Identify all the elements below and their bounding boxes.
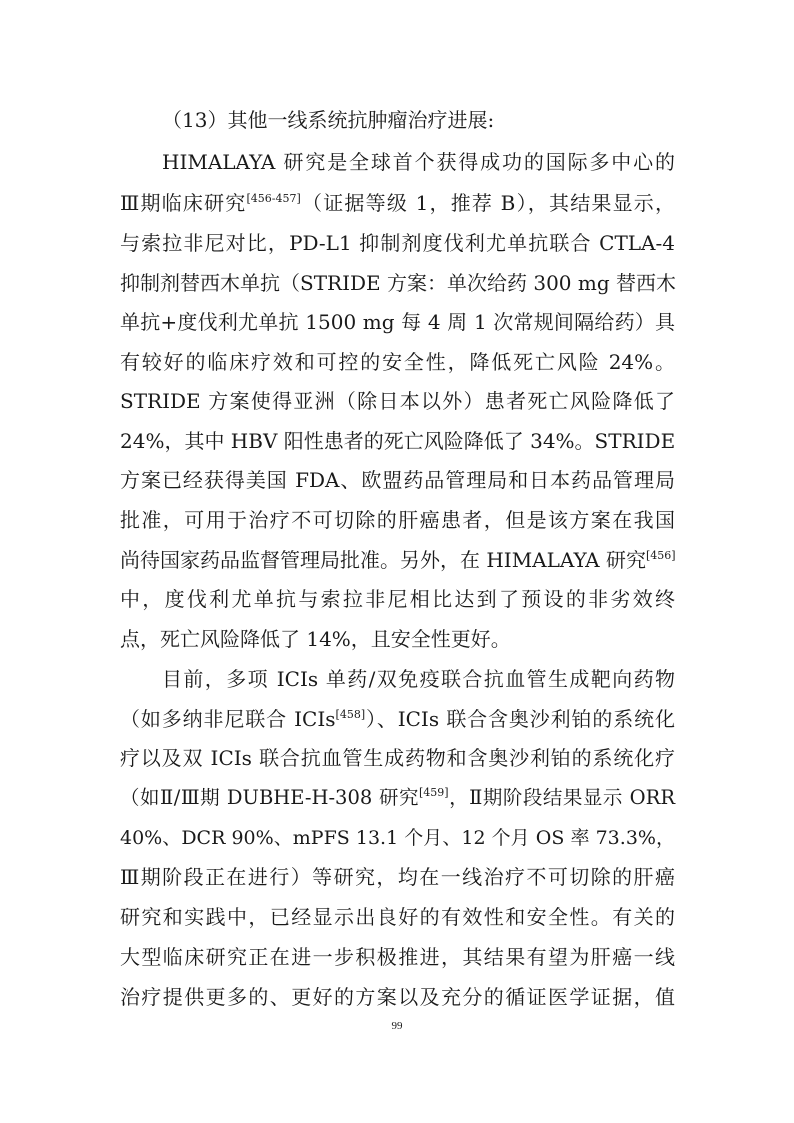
paragraph1-line10: 批准，可用于治疗不可切除的肝癌患者，但是该方案在我国 [120,508,675,532]
citation-459[interactable]: [459] [419,786,449,799]
paragraph2-line4-text-end: ，Ⅱ期阶段结果显示 ORR [448,786,675,809]
paragraph2-line2-text: （如多纳非尼联合 ICIs [120,707,336,731]
paragraph1-line9: 方案已经获得美国 FDA、欧盟药品管理局和日本药品管理局 [120,468,675,492]
paragraph1-line11-text: 尚待国家药品监督管理局批准。另外，在 HIMALAYA 研究 [120,548,646,572]
paragraph2-line6: Ⅲ期阶段正在进行）等研究，均在一线治疗不可切除的肝癌 [120,865,675,889]
paragraph2-line1: 目前，多项 ICIs 单药/双免疫联合抗血管生成靶向药物 [162,667,675,691]
paragraph2-line8: 大型临床研究正在进一步积极推进，其结果有望为肝癌一线 [120,945,675,969]
paragraph2-line2 [120,705,675,733]
paragraph2-line4 [120,784,675,812]
paragraph2-line9: 治疗提供更多的、更好的方案以及充分的循证医学证据，值 [120,985,675,1009]
paragraph1-line6: 有较好的临床疗效和可控的安全性，降低死亡风险 24%。 [120,350,675,374]
paragraph1-line5: 单抗+度伐利尤单抗 1500 mg 每 4 周 1 次常规间隔给药）具 [120,310,675,334]
paragraph2-line3: 疗以及双 ICIs 联合抗血管生成药物和含奥沙利铂的系统化疗 [120,746,675,770]
paragraph1-line13: 点，死亡风险降低了 14%，且安全性更好。 [120,627,511,651]
paragraph1-line2 [120,189,675,217]
paragraph1-line4: 抑制剂替西木单抗（STRIDE 方案：单次给药 300 mg 替西木 [120,271,677,295]
paragraph1-line2-text: Ⅲ期临床研究 [120,191,247,215]
paragraph2-line2-text-end: ）、ICIs 联合含奥沙利铂的系统化 [365,707,675,731]
paragraph1-line1: HIMALAYA 研究是全球首个获得成功的国际多中心的 [162,150,675,174]
paragraph2-line5: 40%、DCR 90%、mPFS 13.1 个月、12 个月 OS 率 73.3%， [120,827,675,849]
paragraph2-line7: 研究和实践中，已经显示出良好的有效性和安全性。有关的 [120,905,675,929]
paragraph1-line12: 中，度伐利尤单抗与索拉非尼相比达到了预设的非劣效终 [120,587,675,611]
paragraph1-line3: 与索拉非尼对比，PD-L1 抑制剂度伐利尤单抗联合 CTLA-4 [120,231,675,255]
citation-456[interactable]: [456] [646,549,676,562]
page-number: 99 [391,1020,403,1032]
section-heading: （13）其他一线系统抗肿瘤治疗进展: [162,108,495,132]
paragraph1-line8: 24%，其中 HBV 阳性患者的死亡风险降低了 34%。STRIDE [120,429,676,453]
paragraph1-line11 [120,546,675,574]
paragraph2-line4-text: （如Ⅱ/Ⅲ期 DUBHE-H-308 研究 [120,786,420,809]
paragraph1-line7: STRIDE 方案使得亚洲（除日本以外）患者死亡风险降低了 [120,389,675,413]
paragraph1-line2-text-end: （证据等级 1，推荐 B），其结果显示， [300,191,675,215]
citation-456-457[interactable]: [456-457] [246,192,301,205]
citation-458[interactable]: [458] [335,708,366,721]
